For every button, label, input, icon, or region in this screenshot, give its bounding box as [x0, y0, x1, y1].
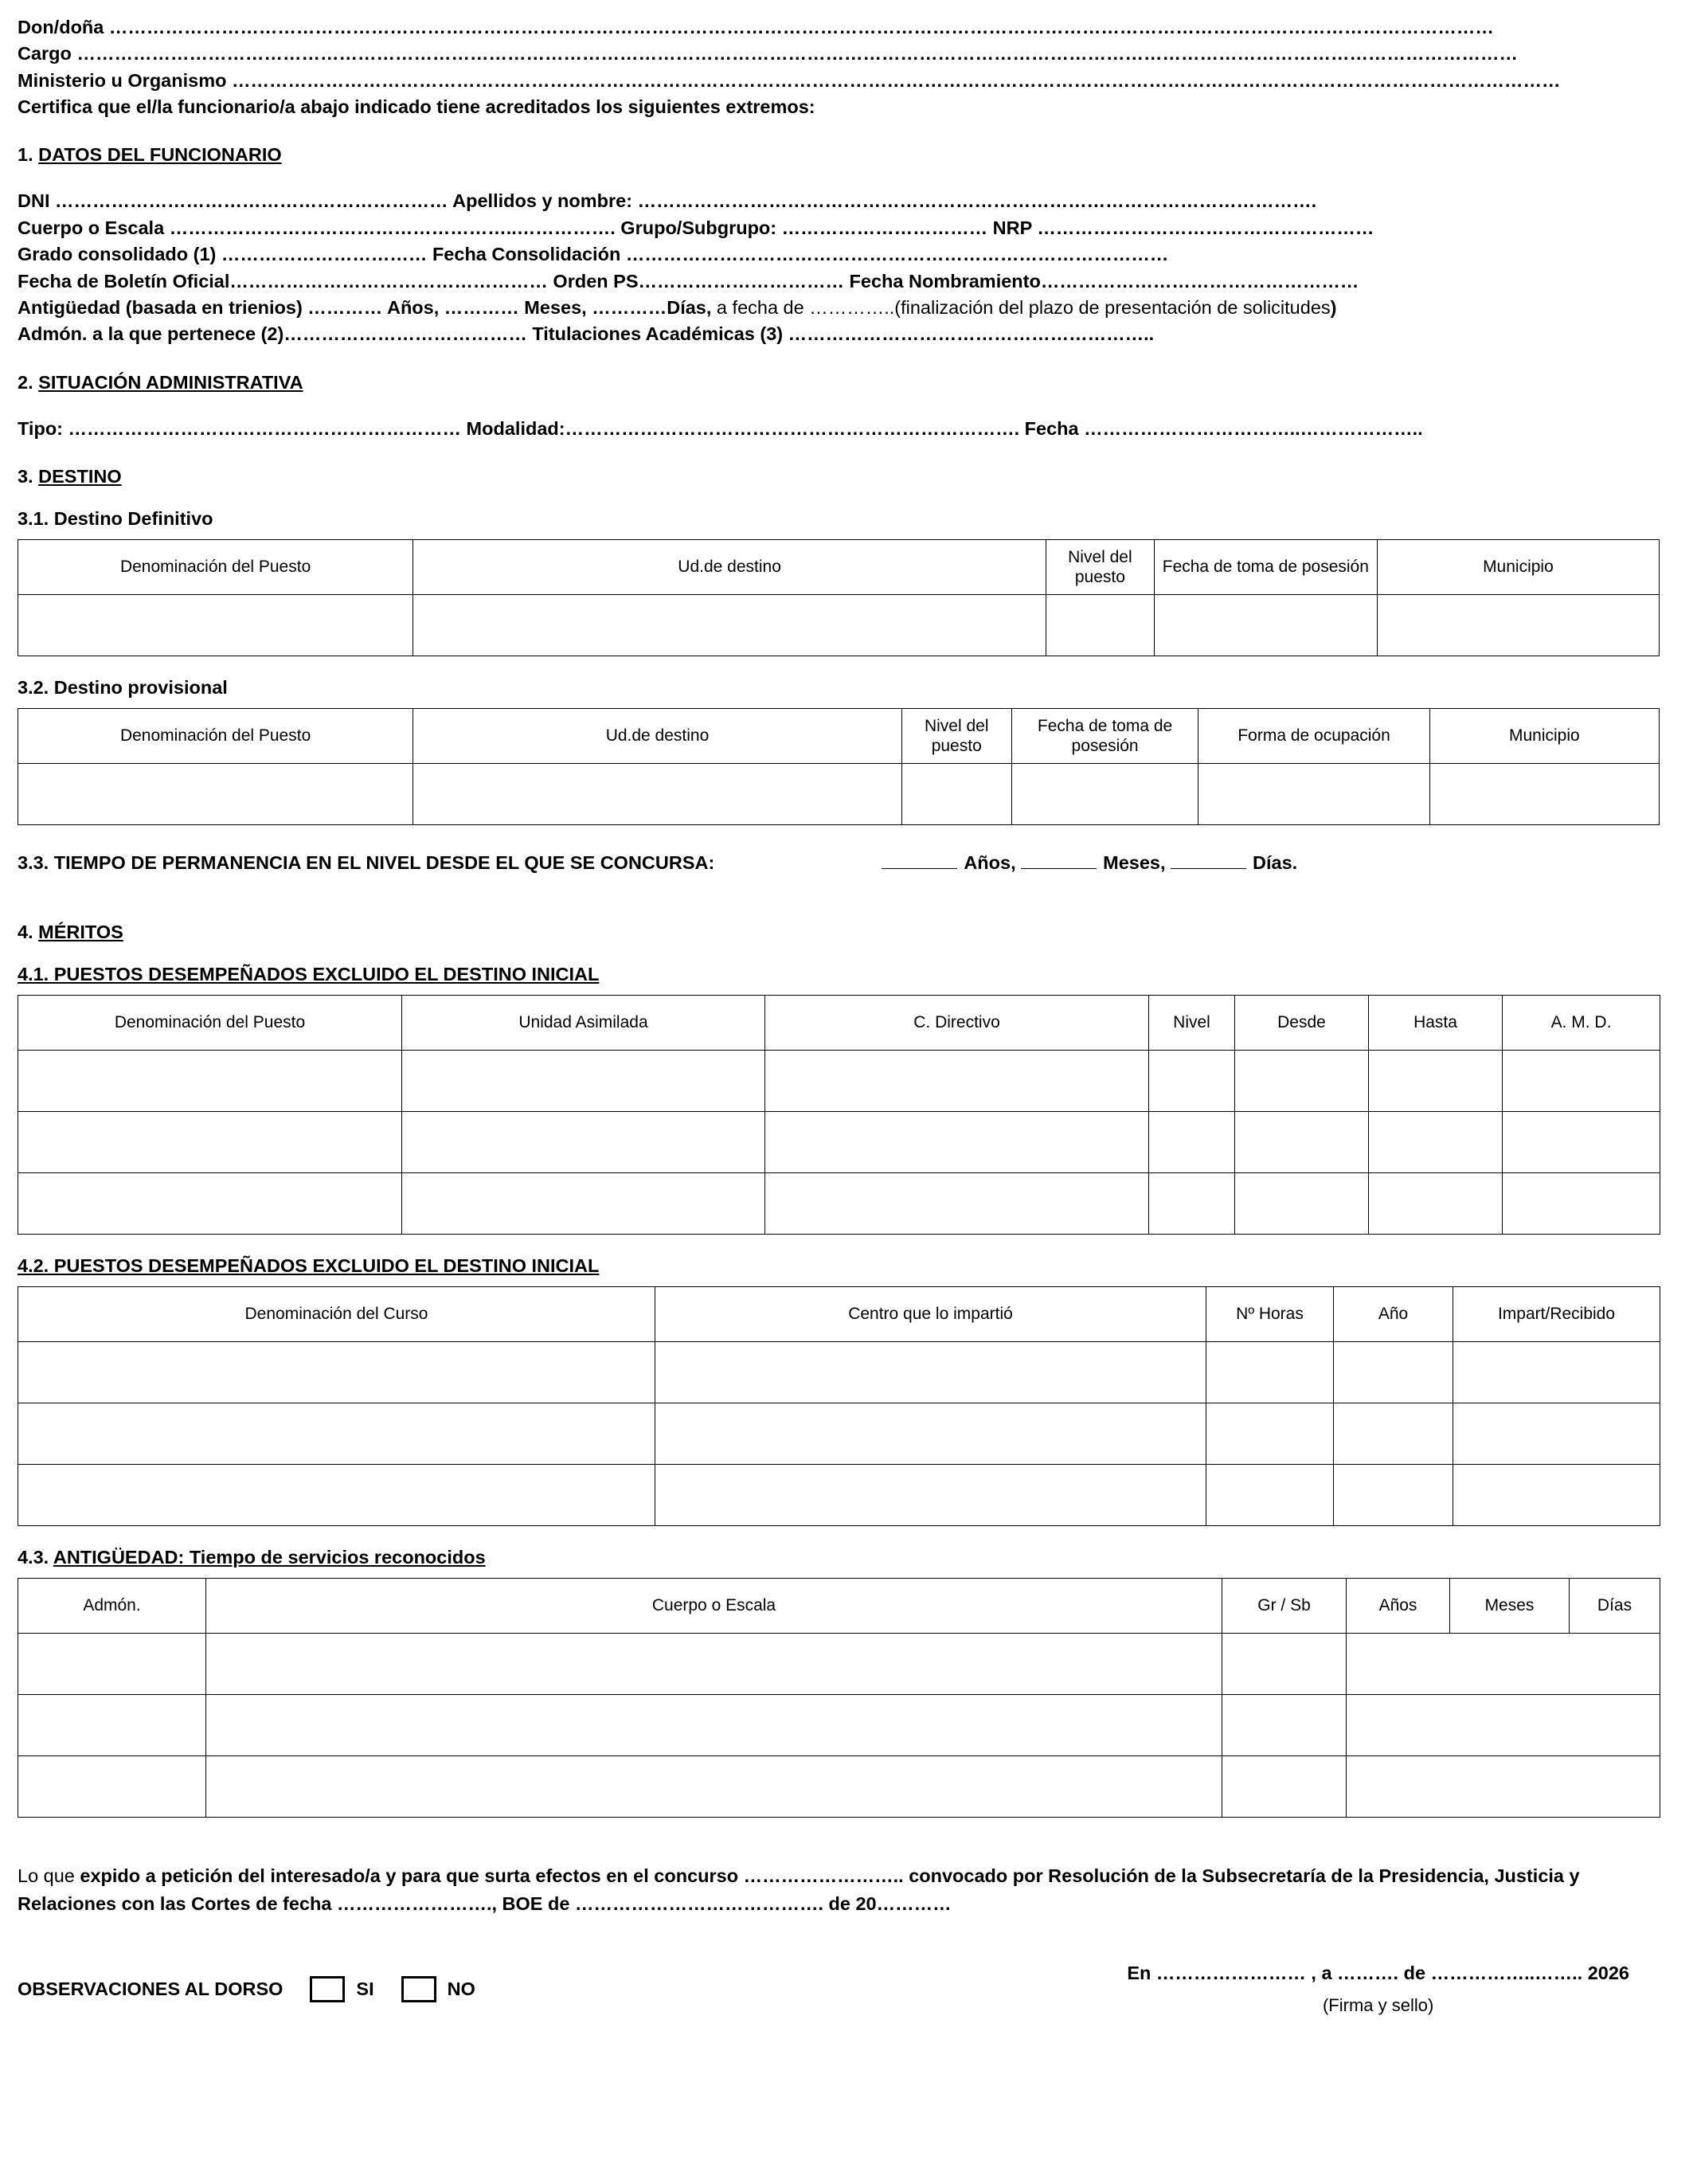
cell-ano[interactable]	[1334, 1464, 1453, 1525]
cell-cuerpo-escala[interactable]	[206, 1694, 1222, 1755]
cell-anos-meses-dias[interactable]	[1347, 1633, 1660, 1694]
dotted-fill: ……………………………	[781, 217, 988, 238]
subsection-4-3-title: ANTIGÜEDAD: Tiempo de servicios reconocidos	[53, 1546, 486, 1568]
col-denominacion-curso: Denominación del Curso	[18, 1286, 655, 1341]
cell-impart-recibido[interactable]	[1453, 1464, 1660, 1525]
label-admon-pertenece: Admón. a la que pertenece (2)	[18, 323, 284, 345]
section-1-number: 1.	[18, 144, 33, 166]
col-anos: Años	[1347, 1578, 1450, 1633]
dotted-fill: ……………………………..………………..	[1084, 417, 1423, 439]
col-nivel: Nivel	[1149, 995, 1235, 1050]
dotted-fill: …………	[586, 296, 667, 318]
cell-hasta[interactable]	[1369, 1050, 1503, 1111]
subsection-3-1-heading: 3.1. Destino Definitivo	[18, 507, 213, 529]
cell-amd[interactable]	[1503, 1050, 1660, 1111]
section-4-heading	[18, 922, 1661, 943]
cell-gr-sb[interactable]	[1222, 1694, 1347, 1755]
col-impart-recibido: Impart/Recibido	[1453, 1286, 1660, 1341]
cell-nivel[interactable]	[1149, 1111, 1235, 1172]
cell-denominacion-curso[interactable]	[18, 1341, 655, 1403]
blank-meses[interactable]	[1021, 868, 1097, 869]
cell-denominacion-puesto[interactable]	[18, 763, 413, 824]
section-1-title: DATOS DEL FUNCIONARIO	[38, 144, 282, 166]
table-row	[18, 1172, 1660, 1234]
cell-denominacion-puesto[interactable]	[18, 1111, 402, 1172]
label-orden-ps: Orden PS	[547, 270, 639, 292]
dotted-fill: …………	[302, 296, 383, 318]
paren-close: )	[1330, 296, 1337, 318]
table-row	[18, 1694, 1660, 1755]
label-cuerpo-escala: Cuerpo o Escala	[18, 217, 170, 238]
label-tipo: Tipo:	[18, 417, 68, 439]
cell-nivel[interactable]	[1149, 1172, 1235, 1234]
label-meses: Meses,	[1103, 851, 1166, 873]
dotted-fill: ………………………………………………	[1037, 217, 1374, 238]
col-gr-sb: Gr / Sb	[1222, 1578, 1347, 1633]
col-forma-ocupacion: Forma de ocupación	[1198, 708, 1429, 763]
dotted-fill: ………………………………………………………	[55, 190, 448, 212]
col-centro-impartio: Centro que lo impartió	[655, 1286, 1206, 1341]
table-header-row	[18, 539, 1660, 594]
cell-centro-impartio[interactable]	[655, 1341, 1206, 1403]
label-titulaciones: Titulaciones Académicas (3)	[526, 323, 788, 345]
table-cursos	[18, 1286, 1660, 1526]
label-grado-consolidado: Grado consolidado (1)	[18, 244, 221, 265]
dotted-fill: ……………………………………………………………….	[565, 417, 1020, 439]
cell-forma-ocupacion[interactable]	[1198, 763, 1429, 824]
table-row	[18, 763, 1660, 824]
cell-ud-destino[interactable]	[413, 763, 902, 824]
place-date-line: En …………………… , a ………. de ……………..…….. 2026	[1127, 1963, 1629, 1984]
dotted-fill: ……………………………	[638, 270, 845, 292]
cell-c-directivo[interactable]	[765, 1050, 1149, 1111]
dotted-fill: …………	[439, 296, 519, 318]
blank-anios[interactable]	[882, 868, 957, 869]
subsection-4-3-number: 4.3.	[18, 1546, 53, 1568]
dotted-fill: ……………………………	[221, 244, 428, 265]
col-ud-destino: Ud.de destino	[413, 539, 1046, 594]
col-municipio: Municipio	[1377, 539, 1659, 594]
cell-nivel[interactable]	[1149, 1050, 1235, 1111]
header-line-ministerio	[18, 68, 1661, 94]
dotted-fill: ……………………………………………………………………………………………………………………………………………………………………………………………	[231, 69, 1561, 91]
permanencia-fields	[882, 852, 1297, 874]
label-tiempo-permanencia: 3.3. TIEMPO DE PERMANENCIA EN EL NIVEL DESDE EL QUE SE CONCURSA:	[18, 851, 715, 873]
signature-block	[1127, 1963, 1661, 2016]
section-4-number: 4.	[18, 921, 33, 942]
row-antiguedad	[18, 295, 1661, 321]
dotted-fill: ……………………………………………………………………………………………….	[637, 190, 1317, 212]
cell-amd[interactable]	[1503, 1111, 1660, 1172]
dotted-fill: ……………………………………………	[1040, 270, 1359, 292]
section-3-number: 3.	[18, 465, 33, 487]
cell-denominacion-curso[interactable]	[18, 1403, 655, 1464]
cell-numero-horas[interactable]	[1206, 1341, 1334, 1403]
cell-impart-recibido[interactable]	[1453, 1341, 1660, 1403]
table-header-row	[18, 1578, 1660, 1633]
cell-hasta[interactable]	[1369, 1172, 1503, 1234]
cell-ano[interactable]	[1334, 1403, 1453, 1464]
cell-cuerpo-escala[interactable]	[206, 1755, 1222, 1817]
col-amd: A. M. D.	[1503, 995, 1660, 1050]
cell-denominacion-puesto[interactable]	[18, 1172, 402, 1234]
table-row	[18, 1464, 1660, 1525]
col-c-directivo: C. Directivo	[765, 995, 1149, 1050]
dotted-fill: ………………………………………………..…………….	[169, 217, 616, 238]
label-nrp: NRP	[987, 217, 1038, 238]
col-desde: Desde	[1235, 995, 1369, 1050]
header-line-donna	[18, 14, 1661, 41]
table-row	[18, 1341, 1660, 1403]
table-destino-provisional	[18, 708, 1660, 825]
col-unidad-asimilada: Unidad Asimilada	[402, 995, 765, 1050]
cell-impart-recibido[interactable]	[1453, 1403, 1660, 1464]
label-grupo-subgrupo: Grupo/Subgrupo:	[615, 217, 782, 238]
header-block	[18, 14, 1661, 120]
cell-hasta[interactable]	[1369, 1111, 1503, 1172]
cell-numero-horas[interactable]	[1206, 1403, 1334, 1464]
label-no: NO	[447, 1979, 475, 2000]
subsection-4-1-heading: 4.1. PUESTOS DESEMPEÑADOS EXCLUIDO EL DESTINO INICIAL	[18, 963, 600, 984]
cell-nivel-puesto[interactable]	[1046, 594, 1154, 656]
cell-ud-destino[interactable]	[413, 594, 1046, 656]
dotted-fill: ……………………………………………………………………………………………………………………………………………………………………………………………………	[108, 17, 1494, 37]
dotted-fill: ……………………………………………	[229, 270, 548, 292]
section-2-number: 2.	[18, 371, 33, 393]
col-numero-horas: Nº Horas	[1206, 1286, 1334, 1341]
cell-denominacion-puesto[interactable]	[18, 594, 413, 656]
cell-gr-sb[interactable]	[1222, 1633, 1347, 1694]
section-4-title: MÉRITOS	[38, 921, 123, 942]
label-don-dona: Don/doña	[18, 17, 104, 37]
table-row	[18, 1755, 1660, 1817]
dotted-fill: …………………………………………………..	[788, 323, 1155, 345]
col-fecha-toma-posesion: Fecha de toma de posesión	[1154, 539, 1377, 594]
dotted-fill: ………………………………………………………	[68, 417, 462, 439]
row-dni	[18, 188, 1661, 214]
table-row	[18, 594, 1660, 656]
label-modalidad: Modalidad:	[461, 417, 565, 439]
subsection-3-3-permanencia	[18, 852, 1661, 874]
col-fecha-toma-posesion: Fecha de toma de posesión	[1011, 708, 1198, 763]
col-admon: Admón.	[18, 1578, 206, 1633]
cell-numero-horas[interactable]	[1206, 1464, 1334, 1525]
label-apellidos-nombre: Apellidos y nombre:	[448, 190, 638, 212]
col-dias: Días	[1570, 1578, 1660, 1633]
label-si: SI	[356, 1979, 374, 2000]
label-meses: Meses,	[518, 296, 587, 318]
cell-anos-meses-dias[interactable]	[1347, 1694, 1660, 1755]
closing-prefix: Lo que	[18, 1865, 80, 1886]
row-cuerpo-escala	[18, 215, 1661, 241]
section-1-heading	[18, 144, 1661, 166]
label-observaciones-al-dorso: OBSERVACIONES AL DORSO	[18, 1979, 283, 2000]
cell-desde[interactable]	[1235, 1050, 1369, 1111]
cell-admon[interactable]	[18, 1694, 206, 1755]
cell-unidad-asimilada[interactable]	[402, 1172, 765, 1234]
dotted-fill: ……………………………………………………………………………	[625, 244, 1169, 265]
col-denominacion-puesto: Denominación del Puesto	[18, 995, 402, 1050]
cell-anos-meses-dias[interactable]	[1347, 1755, 1660, 1817]
closing-text: expido a petición del interesado/a y para que surta efectos en el concurso …………………….. convocado por Resolución de la Subsecretaría de la Presidencia, Justicia y Relaciones con las Cortes de fecha ……………………., BOE de …………………………………. de 20…………	[18, 1865, 1580, 1915]
firma-sello-label: (Firma y sello)	[1322, 1995, 1434, 2016]
cell-denominacion-curso[interactable]	[18, 1464, 655, 1525]
label-anios: Años,	[382, 296, 440, 318]
cell-fecha-toma-posesion[interactable]	[1011, 763, 1198, 824]
cell-cuerpo-escala[interactable]	[206, 1633, 1222, 1694]
table-antiguedad	[18, 1578, 1660, 1818]
cell-centro-impartio[interactable]	[655, 1403, 1206, 1464]
label-cargo: Cargo	[18, 43, 72, 65]
cell-amd[interactable]	[1503, 1172, 1660, 1234]
table-puestos-desempenados	[18, 995, 1660, 1235]
cell-admon[interactable]	[18, 1755, 206, 1817]
section-3-heading	[18, 466, 1661, 487]
col-denominacion-puesto: Denominación del Puesto	[18, 708, 413, 763]
section-3-title: DESTINO	[38, 465, 122, 487]
cell-municipio[interactable]	[1429, 763, 1659, 824]
checkbox-no[interactable]	[401, 1976, 436, 2002]
row-grado-consolidado	[18, 241, 1661, 268]
cell-admon[interactable]	[18, 1633, 206, 1694]
col-ano: Año	[1334, 1286, 1453, 1341]
subsection-3-2-heading: 3.2. Destino provisional	[18, 676, 228, 698]
cell-denominacion-puesto[interactable]	[18, 1050, 402, 1111]
col-hasta: Hasta	[1369, 995, 1503, 1050]
col-meses: Meses	[1450, 1578, 1570, 1633]
section-1-rows	[18, 188, 1661, 347]
cell-ano[interactable]	[1334, 1341, 1453, 1403]
label-fecha-nombramiento: Fecha Nombramiento	[844, 270, 1041, 292]
dotted-fill: …………………………………	[283, 323, 527, 345]
header-line-cargo	[18, 41, 1661, 67]
blank-dias[interactable]	[1171, 868, 1246, 869]
col-denominacion-puesto: Denominación del Puesto	[18, 539, 413, 594]
cell-desde[interactable]	[1235, 1111, 1369, 1172]
cell-fecha-toma-posesion[interactable]	[1154, 594, 1377, 656]
label-anios: Años,	[964, 851, 1016, 873]
cell-desde[interactable]	[1235, 1172, 1369, 1234]
label-fecha: Fecha	[1019, 417, 1085, 439]
table-header-row	[18, 995, 1660, 1050]
note-fecha-finalizacion: a fecha de …………..(finalización del plazo de presentación de solicitudes	[711, 296, 1331, 318]
table-row	[18, 1111, 1660, 1172]
cell-unidad-asimilada[interactable]	[402, 1050, 765, 1111]
table-destino-definitivo	[18, 539, 1660, 656]
table-row	[18, 1633, 1660, 1694]
closing-paragraph	[18, 1862, 1661, 1919]
row-boletin-oficial	[18, 268, 1661, 295]
col-nivel-puesto: Nivel del puesto	[1046, 539, 1154, 594]
label-dias: Días.	[1253, 851, 1298, 873]
cell-centro-impartio[interactable]	[655, 1464, 1206, 1525]
cell-unidad-asimilada[interactable]	[402, 1111, 765, 1172]
cell-nivel-puesto[interactable]	[901, 763, 1011, 824]
label-ministerio: Ministerio u Organismo	[18, 69, 227, 91]
section-2-heading	[18, 372, 1661, 393]
col-nivel-puesto: Nivel del puesto	[901, 708, 1011, 763]
cell-municipio[interactable]	[1377, 594, 1659, 656]
label-fecha-boletin: Fecha de Boletín Oficial	[18, 270, 230, 292]
dotted-fill: ……………………………………………………………………………………………………………………………………………………………………………………………………………	[76, 43, 1518, 65]
label-dni: DNI	[18, 190, 55, 212]
col-municipio: Municipio	[1429, 708, 1659, 763]
checkbox-si[interactable]	[310, 1976, 345, 2002]
col-ud-destino: Ud.de destino	[413, 708, 902, 763]
table-header-row	[18, 1286, 1660, 1341]
row-admon-pertenece	[18, 321, 1661, 347]
cell-gr-sb[interactable]	[1222, 1755, 1347, 1817]
header-certifica-text: Certifica que el/la funcionario/a abajo indicado tiene acreditados los siguientes extremos:	[18, 96, 815, 118]
label-dias: Días,	[667, 296, 712, 318]
table-row	[18, 1403, 1660, 1464]
table-row	[18, 1050, 1660, 1111]
footer-row	[18, 1963, 1661, 2016]
cell-c-directivo[interactable]	[765, 1172, 1149, 1234]
col-cuerpo-escala: Cuerpo o Escala	[206, 1578, 1222, 1633]
table-header-row	[18, 708, 1660, 763]
section-2-title: SITUACIÓN ADMINISTRATIVA	[38, 371, 303, 393]
subsection-4-3-heading	[18, 1547, 1661, 1568]
label-antiguedad: Antigüedad (basada en trienios)	[18, 296, 303, 318]
cell-c-directivo[interactable]	[765, 1111, 1149, 1172]
subsection-4-2-heading: 4.2. PUESTOS DESEMPEÑADOS EXCLUIDO EL DESTINO INICIAL	[18, 1254, 600, 1276]
row-situacion-administrativa	[18, 416, 1661, 442]
label-fecha-consolidacion: Fecha Consolidación	[427, 244, 626, 265]
